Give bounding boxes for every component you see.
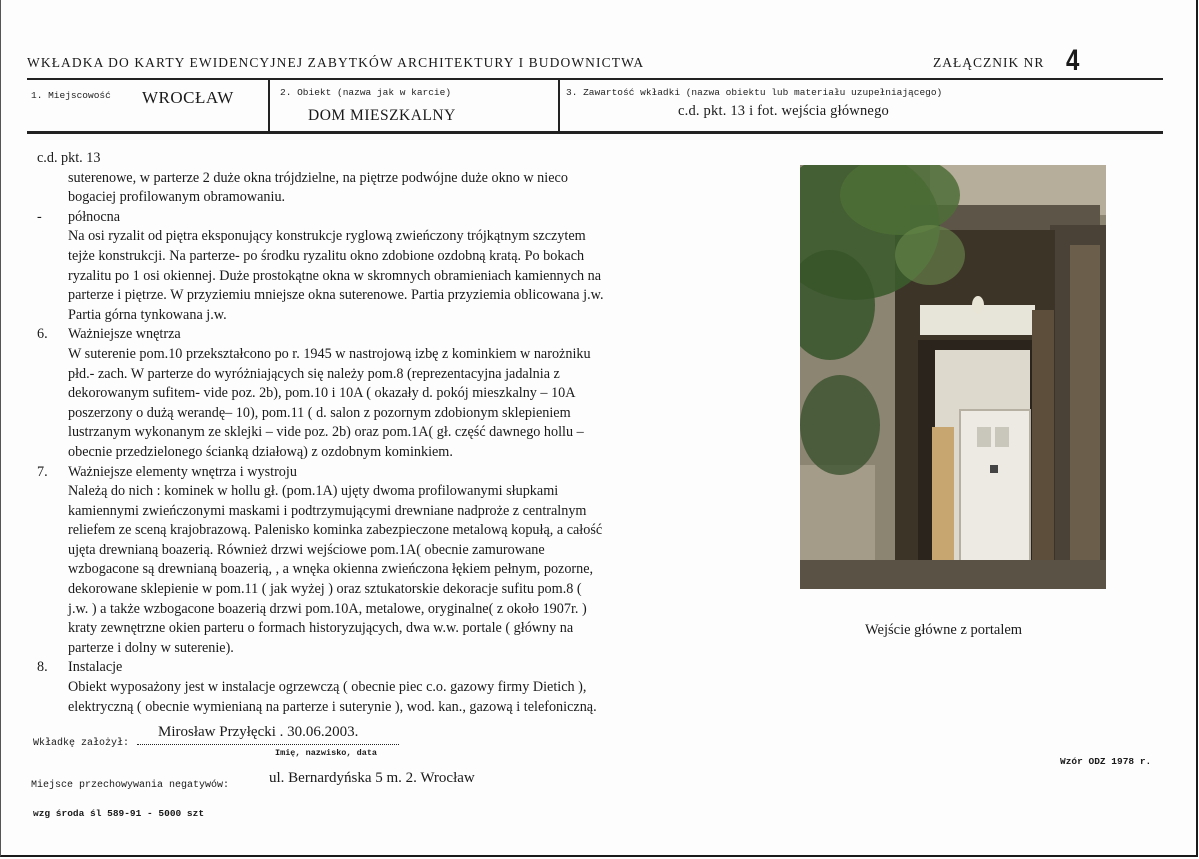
line-marker: 8. <box>37 659 48 676</box>
text-line <box>37 600 707 620</box>
line-text: suterenowe, w parterze 2 duże okna trójdzielne, na piętrze podwójne duże okno w nieco <box>68 169 568 186</box>
author-hint: Imię, nazwisko, data <box>275 748 378 758</box>
text-line <box>37 247 707 267</box>
line-text: c.d. pkt. 13 <box>37 150 101 166</box>
line-text: Instalacje <box>68 659 123 676</box>
text-line <box>37 365 707 385</box>
line-marker <box>37 365 68 385</box>
line-text: dekorowane sklepienie w pom.11 ( jak wyżej ) oraz sztukatorskie dekoracje sufitu pom.8 ( <box>68 581 582 598</box>
field-divider-1 <box>268 80 270 132</box>
storage-label: Miejsce przechowywania negatywów: <box>31 780 230 791</box>
line-marker: 7. <box>37 463 48 480</box>
line-text: j.w. ) a także wzbogacone boazerią drzwi pom.10A, metalowe, oryginalne( z około 1907r. ) <box>68 600 587 617</box>
line-marker <box>37 580 68 600</box>
form-info: Wzór ODZ 1978 r. <box>1060 756 1152 767</box>
line-text: lustrzanym wykonanym ze sklejki – vide poz. 2b) oraz pom.1A( gł. część dawnego hollu – <box>68 424 584 441</box>
photo-caption: Wejście główne z portalem <box>865 622 1023 638</box>
line-marker <box>37 345 68 365</box>
line-text: dekorowanym sufitem- vide poz. 2b), pom.10 i 10A ( okazały d. pokój mieszkalny – 10A <box>68 385 576 402</box>
text-line <box>37 678 707 698</box>
field-divider-2 <box>558 80 560 132</box>
line-marker <box>37 188 68 208</box>
text-line <box>37 541 707 561</box>
author-label: Wkładkę założył: <box>33 738 130 749</box>
line-text: reliefem ze sceną krajobrazową. Palenisko kominka zabezpieczone metalową kopułą, a całość <box>68 522 603 539</box>
line-marker <box>37 169 68 189</box>
line-text: kraty zewnętrzne okien parteru o formach historyzujących, dwa w.w. portale ( główny na <box>68 620 574 637</box>
text-line <box>37 384 707 404</box>
header-bottom-rule <box>27 131 1163 134</box>
field-1-value: WROCŁAW <box>142 88 234 107</box>
form-title: WKŁADKA DO KARTY EWIDENCYJNEJ ZABYTKÓW ARCHITEKTURY I BUDOWNICTWA <box>27 55 645 70</box>
text-line <box>37 639 707 659</box>
print-info: wzg środa śl 589-91 - 5000 szt <box>33 808 205 819</box>
line-marker <box>37 698 68 718</box>
text-line <box>37 482 707 502</box>
line-marker <box>37 560 68 580</box>
field-3-value: c.d. pkt. 13 i fot. wejścia głównego <box>678 103 889 119</box>
line-text: wzbogacone są drewnianą boazerią, , a wnęka okienna zwieńczona łękiem pełnym, pozorne, <box>68 561 594 578</box>
line-text: Należą do nich : kominek w hollu gł. (pom.1A) ujęty dwoma profilowanymi słupkami <box>68 483 559 500</box>
text-line <box>37 502 707 522</box>
line-text: elektryczną ( obecnie wymienianą na parterze i suterynie ), wod. kan., gazową i telefoniczną. <box>68 698 597 715</box>
field-2-label: 2. Obiekt (nazwa jak w karcie) <box>280 87 452 98</box>
line-marker <box>37 502 68 522</box>
attachment-number: 4 <box>1066 44 1080 77</box>
line-text: bogaciej profilowanym obramowaniu. <box>68 189 286 206</box>
text-line <box>37 149 707 169</box>
text-line <box>37 286 707 306</box>
field-2-value: DOM MIESZKALNY <box>308 107 456 124</box>
text-line <box>37 208 707 228</box>
line-text: Obiekt wyposażony jest w instalacje ogrzewczą ( obecnie piec c.o. gazowy firmy Dietich ), <box>68 679 587 696</box>
line-text: Ważniejsze elementy wnętrza i wystroju <box>68 463 297 480</box>
line-marker <box>37 678 68 698</box>
line-text: Na osi ryzalit od piętra eksponujący konstrukcje ryglową zwieńczony trójkątnym szczytem <box>68 228 586 245</box>
line-text: W suterenie pom.10 przekształcono po r. 1945 w nastrojową izbę z kominkiem w narożniku <box>68 345 591 362</box>
text-line <box>37 658 707 678</box>
attachment-label: ZAŁĄCZNIK NR <box>933 55 1045 70</box>
text-line <box>37 267 707 287</box>
line-marker <box>37 227 68 247</box>
line-marker <box>37 619 68 639</box>
line-text: parterze i dolny w suterenie). <box>68 639 234 656</box>
text-line <box>37 580 707 600</box>
text-line <box>37 345 707 365</box>
line-marker <box>37 404 68 424</box>
description-text <box>37 149 707 717</box>
text-line <box>37 188 707 208</box>
author-value: Mirosław Przyłęcki . 30.06.2003. <box>158 724 359 740</box>
line-marker <box>37 267 68 287</box>
text-line <box>37 443 707 463</box>
text-line <box>37 619 707 639</box>
line-marker: 6. <box>37 326 48 343</box>
author-dotted-line <box>137 744 399 745</box>
line-text: Ważniejsze wnętrza <box>68 326 181 343</box>
field-3-label: 3. Zawartość wkładki (nazwa obiektu lub materiału uzupełniającego) <box>566 87 943 98</box>
entrance-photo <box>800 165 1106 589</box>
storage-value: ul. Bernardyńska 5 m. 2. Wrocław <box>269 770 475 786</box>
line-marker <box>37 306 68 326</box>
line-marker <box>37 384 68 404</box>
header-top-rule <box>27 78 1163 80</box>
text-line <box>37 560 707 580</box>
line-marker <box>37 423 68 443</box>
line-text: płd.- zach. W parterze do wyróżniających się należy pom.8 (reprezentacyjna jadalnia z <box>68 365 560 382</box>
line-text: tejże konstrukcji. Na parterze- po środku ryzalitu okno zdobione ozdobną kratą. Po bokach <box>68 247 585 264</box>
text-line <box>37 521 707 541</box>
line-text: kamiennymi zwieńczonymi maskami i podtrzymującymi drewniane nadproże z centralnym <box>68 502 587 519</box>
line-marker <box>37 600 68 620</box>
line-text: Partia górna tynkowana j.w. <box>68 306 227 323</box>
line-text: ujęta drewnianą boazerią. Również drzwi wejściowe pom.1A( obecnie zamurowane <box>68 541 545 558</box>
text-line <box>37 169 707 189</box>
line-marker <box>37 541 68 561</box>
text-line <box>37 227 707 247</box>
text-line <box>37 423 707 443</box>
field-1-label: 1. Miejscowość <box>31 90 111 101</box>
line-marker <box>37 482 68 502</box>
line-text: ryzalitu po 1 osi okiennej. Duże prostokątne okna w skromnych obramieniach kamiennych na <box>68 267 602 284</box>
text-line <box>37 325 707 345</box>
text-line <box>37 404 707 424</box>
line-marker <box>37 639 68 659</box>
line-text: poszerzony o dużą werandę– 10), pom.11 ( d. salon z pozornym zdobionym sklepieniem <box>68 404 571 421</box>
line-text: obecnie przedzielonego ścianką działową) z ozdobnym kominkiem. <box>68 443 453 460</box>
text-line <box>37 463 707 483</box>
text-line <box>37 698 707 718</box>
text-line <box>37 306 707 326</box>
line-marker: - <box>37 208 42 225</box>
line-marker <box>37 286 68 306</box>
line-text: parterze i piętrze. W przyziemiu mniejsze okna suterenowe. Partia przyziemia oblicowana j.w. <box>68 287 604 304</box>
line-marker <box>37 443 68 463</box>
line-marker <box>37 247 68 267</box>
line-marker <box>37 521 68 541</box>
line-text: północna <box>68 208 121 225</box>
